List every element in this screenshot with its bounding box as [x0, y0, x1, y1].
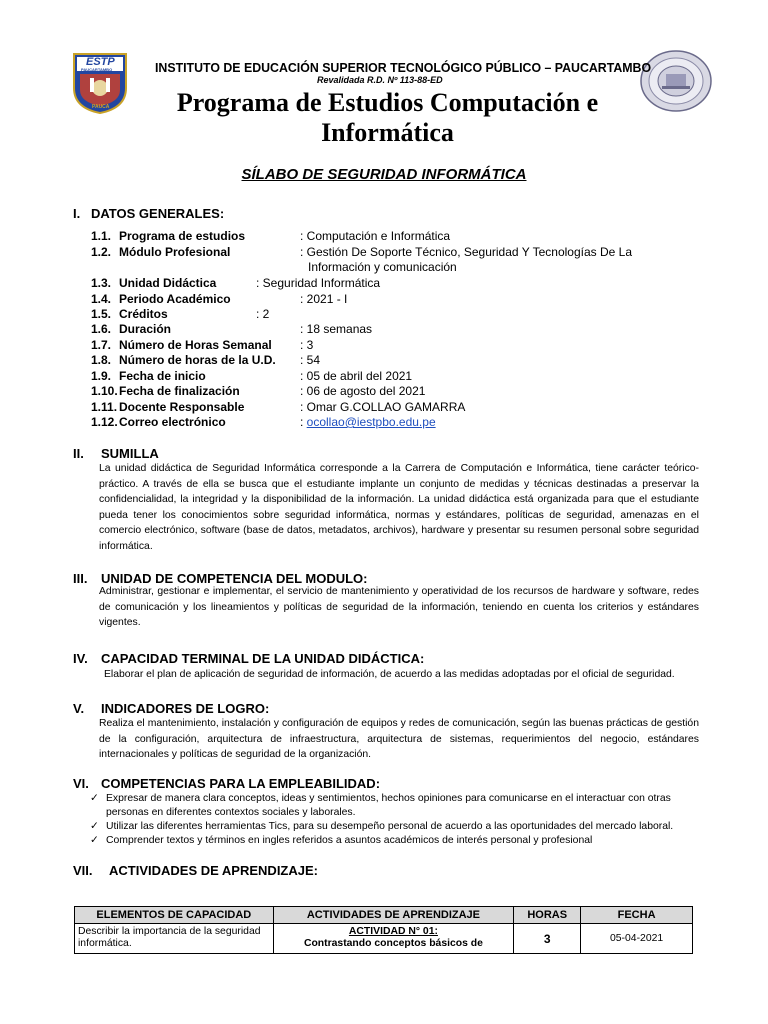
item-value-text: : 05 de abril del 2021 — [300, 369, 413, 383]
item-number: 1.7. — [91, 338, 112, 352]
general-data-row — [0, 384, 768, 400]
section-title: COMPETENCIAS PARA LA EMPLEABILIDAD: — [101, 776, 381, 791]
item-value — [300, 245, 632, 259]
item-number: 1.6. — [91, 322, 112, 336]
item-number: 1.4. — [91, 292, 112, 306]
item-label: Fecha de finalización — [119, 384, 240, 398]
section-title: SUMILLA — [101, 446, 159, 461]
item-label: Duración — [119, 322, 172, 336]
item-value — [300, 384, 425, 398]
item-value — [300, 338, 313, 352]
table-header-row — [75, 907, 693, 924]
section-number: IV. — [73, 651, 88, 666]
section-title: DATOS GENERALES: — [91, 206, 225, 221]
general-data-row — [0, 307, 768, 323]
item-value — [256, 276, 380, 290]
section-7-heading — [73, 863, 473, 879]
item-label: Número de horas de la U.D. — [119, 353, 276, 367]
item-value-text: : Gestión De Soporte Técnico, Seguridad Y Tecnologías De La — [300, 245, 632, 259]
general-data-row — [0, 276, 768, 292]
item-value-text: : 2 — [256, 307, 270, 321]
section-title: INDICADORES DE LOGRO: — [101, 701, 270, 716]
item-value — [300, 229, 450, 243]
institute-name: INSTITUTO DE EDUCACIÓN SUPERIOR TECNOLÓGICO PÚBLICO – PAUCARTAMBO — [155, 60, 652, 75]
section-number: I. — [73, 206, 81, 221]
section-number: III. — [73, 571, 88, 586]
capacidad-text: Elaborar el plan de aplicación de seguridad de información, de acuerdo a las medidas adoptadas por el oficial de seguridad. — [104, 669, 675, 680]
cell-element: Describir la importancia de la seguridad informática. — [75, 924, 274, 954]
cell-activity — [273, 924, 514, 954]
section-number: VII. — [73, 863, 93, 878]
header-fecha: FECHA — [581, 907, 693, 924]
item-number: 1.3. — [91, 276, 112, 290]
item-value — [300, 400, 465, 414]
item-number: 1.8. — [91, 353, 112, 367]
item-label: Fecha de inicio — [119, 369, 206, 383]
activities-table — [74, 906, 693, 954]
syllabus-title: SÍLABO DE SEGURIDAD INFORMÁTICA — [241, 166, 527, 183]
item-number: 1.10. — [91, 384, 118, 398]
item-value-text: : — [300, 415, 307, 429]
item-value-continued: Información y comunicación — [308, 260, 457, 274]
item-number: 1.12. — [91, 415, 118, 429]
empleabilidad-list — [90, 792, 700, 848]
general-data-row — [0, 415, 768, 431]
section-title: UNIDAD DE COMPETENCIA DEL MODULO: — [101, 571, 368, 586]
item-number: 1.11. — [91, 400, 118, 414]
general-data-row — [0, 400, 768, 416]
section-1-heading — [73, 206, 373, 222]
item-value-text: : 54 — [300, 353, 321, 367]
sumilla-text: La unidad didáctica de Seguridad Informática corresponde a la Carrera de Computación e Informática, tiene carácter teórico-práctico. A través de ella se busca que el estudiante implante un conjunto de medidas y técnicas destinadas a preservar la confidencialidad, la integridad y la disponibilidad de la información. La unidad didáctica está organizada para que el estudiante pueda tener los conocimientos sobre seguridad informática, normas y estándares, políticas de seguridad, amenazas en el comercio electrónico, software (base de datos, metadatos, archivos), hardware y presentar su resumen personal sobre seguridad informática. — [99, 463, 699, 552]
activity-title: ACTIVIDAD N° 01: — [348, 926, 438, 937]
item-value-text: : 18 semanas — [300, 322, 373, 336]
general-data-row — [0, 245, 768, 274]
institute-logo — [72, 52, 128, 114]
section-5-heading — [73, 701, 473, 717]
program-title: Programa de Estudios Computación e Informática — [176, 88, 599, 147]
item-label: Programa de estudios — [119, 229, 246, 243]
item-label: Créditos — [119, 307, 168, 321]
item-value-text: : 06 de agosto del 2021 — [300, 384, 426, 398]
item-label: Docente Responsable — [119, 400, 245, 414]
header-horas: HORAS — [514, 907, 581, 924]
item-value — [300, 322, 372, 336]
section-number: VI. — [73, 776, 89, 791]
list-item-text: Expresar de manera clara conceptos, ideas y sentimientos, hechos opiniones para comunicarse en el interactuar con otras personas en diferentes contextos sociales y laborales. — [106, 793, 671, 818]
item-number: 1.5. — [91, 307, 112, 321]
indicadores-text: Realiza el mantenimiento, instalación y configuración de equipos y redes de comunicación, según las buenas prácticas de gestión de la configuración, arquitectura de infraestructura, arquitectura de sistemas, requerimientos del negocio, estándares internacionales y políticas de seguridad de la organización. — [99, 718, 699, 760]
header-actividades: ACTIVIDADES DE APRENDIZAJE — [273, 907, 514, 924]
section-6-heading — [73, 776, 473, 792]
item-label: Unidad Didáctica — [119, 276, 217, 290]
list-item-text: Comprender textos y términos en ingles referidos a asuntos académicos de interés personal y profesional — [106, 835, 593, 846]
email-link[interactable]: ocollao@iestpbo.edu.pe — [306, 415, 436, 429]
logo-bottom-text: PAUCA — [92, 104, 110, 110]
item-label: Correo electrónico — [119, 415, 226, 429]
section-4-heading — [73, 651, 523, 667]
list-item — [90, 792, 700, 820]
header-elementos: ELEMENTOS DE CAPACIDAD — [75, 907, 274, 924]
section-title: CAPACIDAD TERMINAL DE LA UNIDAD DIDÁCTICA: — [101, 651, 425, 666]
checkmark-icon: ✓ — [90, 793, 99, 804]
item-value — [256, 307, 269, 321]
item-value — [300, 292, 347, 306]
item-label: Número de Horas Semanal — [119, 338, 272, 352]
item-value — [300, 415, 436, 429]
activity-subtitle: Contrastando conceptos básicos de — [303, 938, 483, 949]
general-data-row — [0, 369, 768, 385]
section-number: V. — [73, 701, 85, 716]
general-data-row — [0, 338, 768, 354]
item-value-text: : Seguridad Informática — [256, 276, 381, 290]
item-number: 1.1. — [91, 229, 112, 243]
section-title: ACTIVIDADES DE APRENDIZAJE: — [109, 863, 318, 878]
item-value-text: : 3 — [300, 338, 314, 352]
item-label: Periodo Académico — [119, 292, 231, 306]
item-label: Módulo Profesional — [119, 245, 231, 259]
cell-date: 05-04-2021 — [581, 924, 693, 954]
item-value-text: : 2021 - I — [300, 292, 348, 306]
general-data-row — [0, 229, 768, 245]
item-value — [300, 353, 320, 367]
logo-subtext: PAUCARTAMBO — [81, 67, 113, 72]
list-item-text: Utilizar las diferentes herramientas Tics, para su desempeño personal de acuerdo a las oportunidades del mercado laboral. — [106, 821, 674, 832]
list-item — [90, 820, 700, 834]
section-2-heading — [73, 446, 373, 462]
item-value-text: : Omar G.COLLAO GAMARRA — [300, 400, 466, 414]
checkmark-icon: ✓ — [90, 821, 99, 832]
general-data-row — [0, 353, 768, 369]
table-row — [75, 924, 693, 954]
section-number: II. — [73, 446, 84, 461]
logo-text: ESTP — [86, 56, 115, 68]
item-value — [300, 369, 412, 383]
item-number: 1.2. — [91, 245, 112, 259]
list-item — [90, 834, 700, 848]
cell-hours: 3 — [514, 924, 581, 954]
revalidation-note: Revalidada R.D. Nº 113-88-ED — [317, 75, 443, 85]
general-data-row — [0, 322, 768, 338]
general-data-row — [0, 292, 768, 308]
checkmark-icon: ✓ — [90, 835, 99, 846]
item-value-text: : Computación e Informática — [300, 229, 451, 243]
item-number: 1.9. — [91, 369, 112, 383]
competencia-text: Administrar, gestionar e implementar, el servicio de mantenimiento y operatividad de los recursos de hardware y software, redes de comunicación y los lineamientos y políticas de seguridad de la información, teniendo en cuenta los criterios y estándares vigentes. — [99, 586, 699, 628]
